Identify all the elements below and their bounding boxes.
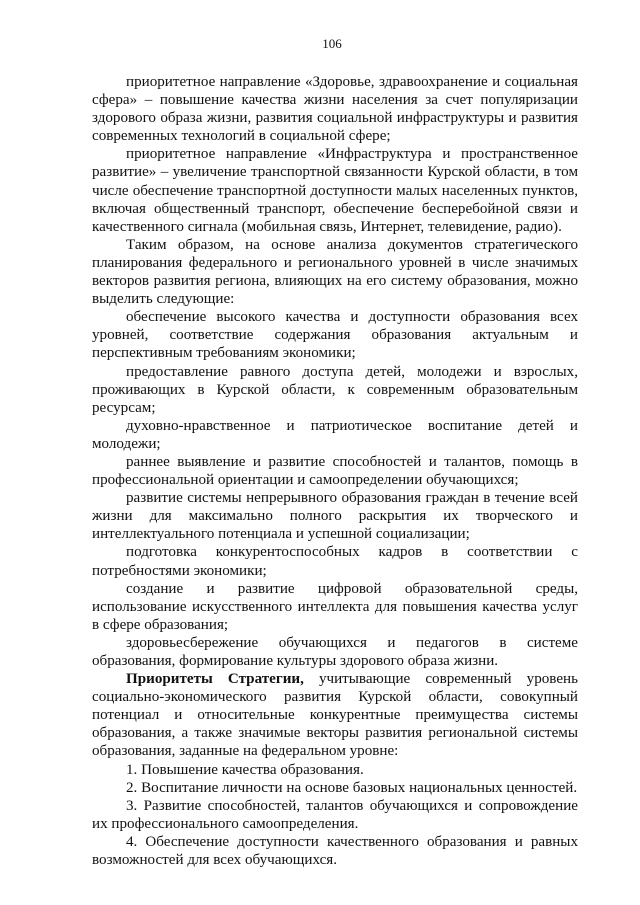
priority-item-1: 1. Повышение качества образования. (126, 761, 364, 778)
list-item-moral-education: духовно-нравственное и патриотическое воспитание детей и молодежи; (92, 417, 578, 452)
list-item-equal-access: предоставление равного доступа детей, молодежи и взрослых, проживающих в Курской области, к современным образовательным ресурсам; (92, 363, 578, 416)
paragraph-health-direction: приоритетное направление «Здоровье, здравоохранение и социальная сфера» – повышение качества жизни населения за счет популяризации здорового образа жизни, развития социальной инфраструктуры и развития современных технологий в социальной сфере; (92, 74, 578, 145)
priority-item-4: 4. Обеспечение доступности качественного образования и равных возможностей для всех обучающихся. (92, 833, 578, 869)
list-item-talents: раннее выявление и развитие способностей и талантов, помощь в профессиональной ориентации и самоопределении обучающихся; (92, 453, 578, 489)
priority-item-3: 3. Развитие способностей, талантов обучающихся и сопровождение их профессионального самоопределения. (92, 797, 578, 832)
list-item-quality: обеспечение высокого качества и доступности образования всех уровней, соответствие содержания образования актуальным и перспективным требованиям экономики; (92, 309, 578, 362)
list-item-personnel: подготовка конкурентоспособных кадров в соответствии с потребностями экономики; (92, 544, 578, 579)
list-item-continuous-education: развитие системы непрерывного образования граждан в течение всей жизни для максимально полного раскрытия их творческого и интеллектуального потенциала и успешной социализации; (92, 490, 578, 543)
priority-item-2: 2. Воспитание личности на основе базовых национальных ценностей. (126, 779, 578, 796)
list-item-digital-environment: создание и развитие цифровой образовательной среды, использование искусственного интеллекта для повышения качества услуг в сфере образования; (92, 580, 578, 633)
page-number: 106 (322, 36, 342, 51)
paragraph-infrastructure-direction: приоритетное направление «Инфраструктура и пространственное развитие» – увеличение транспортной связанности Курской области, в том числе обеспечение транспортной доступности малых населенных пунктов, включая общественный транспорт, обеспечение бесперебойной связи и качественного сигнала (мобильная связь, Интернет, телевидение, радио). (92, 146, 578, 235)
paragraph-strategy-priorities (92, 670, 578, 760)
priorities-lead-bold: Приоритеты Стратегии, (126, 671, 304, 688)
paragraph-summary-vectors: Таким образом, на основе анализа документов стратегического планирования федерального и регионального уровней в числе значимых векторов развития региона, влияющих на его систему образования, можно выделить следующие: (92, 236, 578, 308)
list-item-health-saving: здоровьесбережение обучающихся и педагогов в системе образования, формирование культуры здорового образа жизни. (92, 634, 578, 669)
priorities-lead-text: учитывающие современный уровень социально-экономического развития Курской области, совокупный потенциал и относительные конкурентные преимущества системы образования, а также значимые векторы развития региональной системы образования, заданные на федеральном уровне: (92, 671, 578, 760)
